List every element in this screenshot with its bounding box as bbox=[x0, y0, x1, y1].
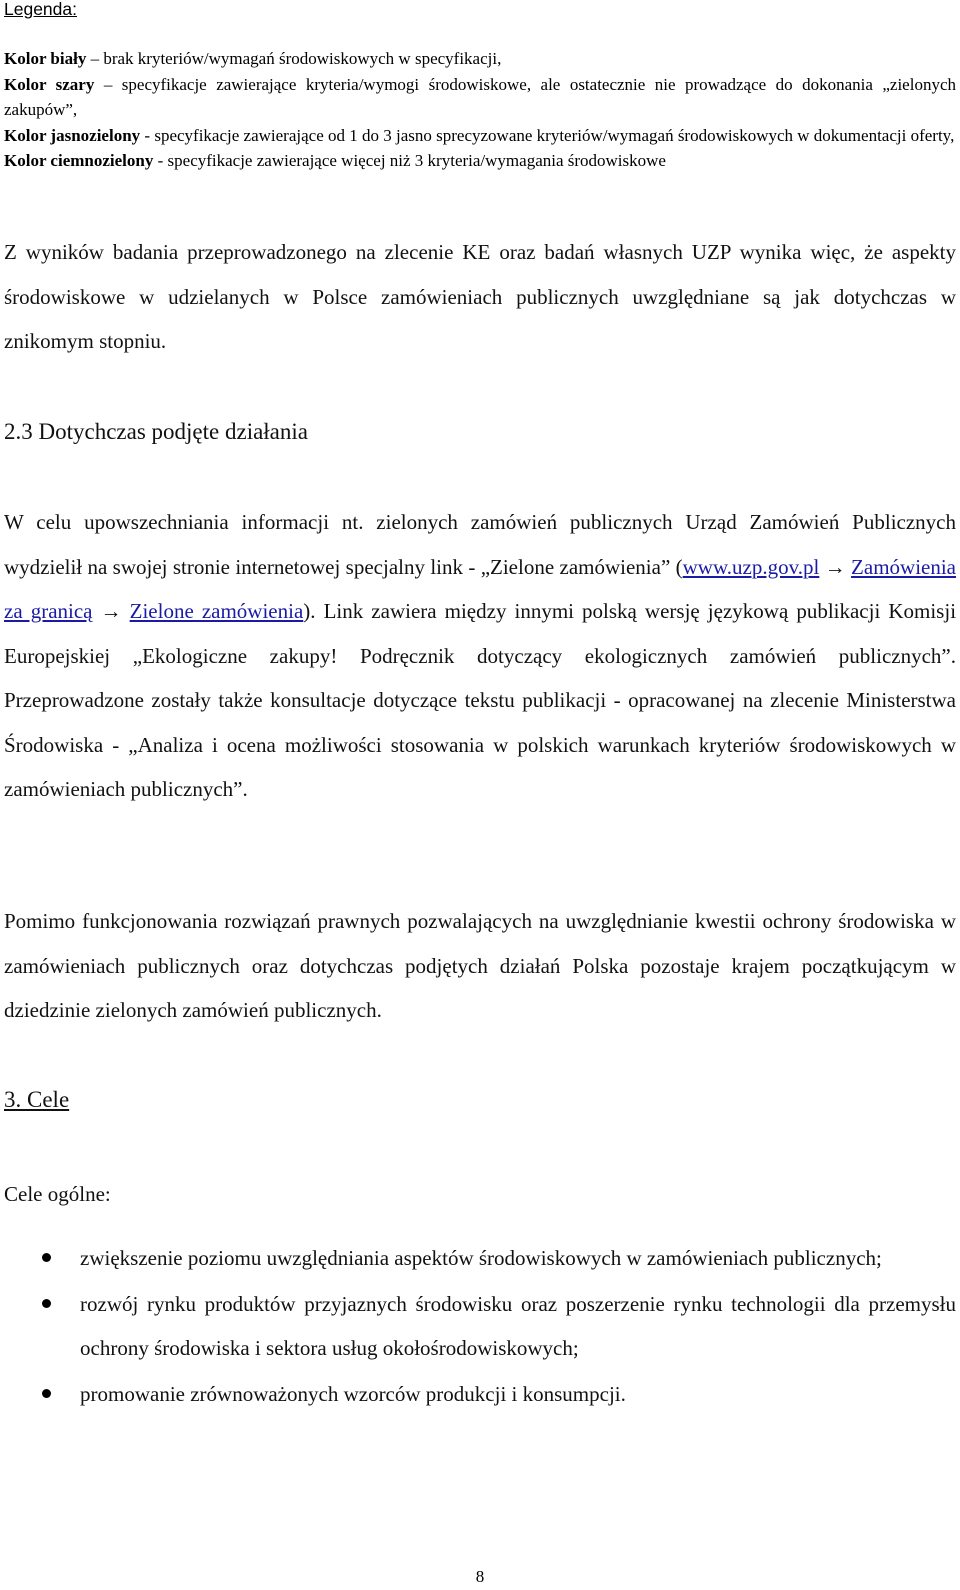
legend-sep: – bbox=[86, 49, 104, 68]
link-zielone-zamowienia[interactable]: Zielone zamówienia bbox=[129, 599, 304, 623]
link-zamowienia-za-granica[interactable]: Zamówienia za granicą bbox=[4, 554, 957, 623]
legend-title: Legenda: bbox=[4, 0, 77, 19]
bullet-icon bbox=[42, 1299, 51, 1308]
legend-sep: - bbox=[153, 151, 168, 170]
legend-term: Kolor ciemnozielony bbox=[4, 151, 154, 170]
arrow-icon: → bbox=[92, 599, 130, 623]
arrow-icon: → bbox=[819, 554, 852, 579]
list-item-text: rozwój rynku produktów przyjaznych środowisku oraz poszerzenie rynku technologii dla przemysłu ochrony środowiska i sektora usług okołośrodowiskowych; bbox=[80, 1291, 956, 1360]
bullet-icon bbox=[42, 1389, 51, 1398]
paragraph-text: W celu upowszechniania informacji nt. zielonych zamówień publicznych Urząd Zamówień Publicznych wydzielił na swojej stronie internetowej specjalny link - „Zielone zamówienia” ( bbox=[4, 510, 956, 579]
goals-list bbox=[0, 1236, 956, 1417]
legend bbox=[4, 46, 956, 174]
legend-text: specyfikacje zawierające kryteria/wymogi środowiskowe, ale ostatecznie nie prowadzące do dokonania „zielonych zakupów”, bbox=[4, 74, 956, 119]
legend-term: Kolor szary bbox=[4, 74, 95, 94]
list-item-text: zwiększenie poziomu uwzględniania aspektów środowiskowych w zamówieniach publicznych; bbox=[80, 1246, 882, 1270]
link-uzp[interactable]: www.uzp.gov.pl bbox=[682, 554, 820, 579]
paragraph-activities bbox=[4, 500, 956, 812]
list-item bbox=[0, 1282, 956, 1371]
legend-item-white bbox=[4, 46, 956, 72]
list-item bbox=[0, 1236, 956, 1281]
list-item-text: promowanie zrównoważonych wzorców produkcji i konsumpcji. bbox=[80, 1381, 626, 1406]
legend-text: brak kryteriów/wymagań środowiskowych w specyfikacji, bbox=[103, 49, 502, 68]
legend-text: specyfikacje zawierające więcej niż 3 kryteria/wymagania środowiskowe bbox=[167, 151, 666, 170]
paragraph-text: ). Link zawiera między innymi polską wersję językową publikacji Komisji Europejskiej „Ekologiczne zakupy! Podręcznik dotyczący ekologicznych zamówień publicznych”. Przeprowadzone zostały także konsultacje dotyczące tekstu publikacji - opracowanej na zlecenie Ministerstwa Środowiska - „Analiza i ocena możliwości stosowania w polskich warunkach kryteriów środowiskowych w zamówieniach publicznych”. bbox=[4, 599, 957, 801]
legend-item-grey bbox=[4, 72, 956, 123]
goals-heading: Cele ogólne: bbox=[4, 1182, 111, 1206]
paragraph-survey-results: Z wyników badania przeprowadzonego na zlecenie KE oraz badań własnych UZP wynika więc, że aspekty środowiskowe w udzielanych w Polsce zamówieniach publicznych uwzględniane są jak dotychczas w znikomym stopniu. bbox=[4, 240, 956, 353]
legend-sep: – bbox=[94, 74, 122, 94]
legend-sep: - bbox=[140, 125, 155, 145]
paragraph-summary: Pomimo funkcjonowania rozwiązań prawnych pozwalających na uwzględnianie kwestii ochrony środowiska w zamówieniach publicznych oraz dotychczas podjętych działań Polska pozostaje krajem początkującym w dziedzinie zielonych zamówień publicznych. bbox=[4, 909, 956, 1022]
bullet-icon bbox=[42, 1253, 51, 1262]
legend-item-dark-green bbox=[4, 148, 956, 174]
legend-item-light-green bbox=[4, 123, 956, 149]
section-heading-3: 3. Cele bbox=[4, 1087, 70, 1112]
legend-term: Kolor biały bbox=[4, 49, 87, 68]
page-number: 8 bbox=[475, 1567, 485, 1586]
legend-term: Kolor jasnozielony bbox=[4, 125, 141, 145]
section-heading-2-3: 2.3 Dotychczas podjęte działania bbox=[4, 419, 308, 444]
list-item bbox=[0, 1372, 956, 1417]
legend-text: specyfikacje zawierające od 1 do 3 jasno sprecyzowane kryteriów/wymagań środowiskowych w dokumentacji oferty, bbox=[154, 125, 955, 145]
